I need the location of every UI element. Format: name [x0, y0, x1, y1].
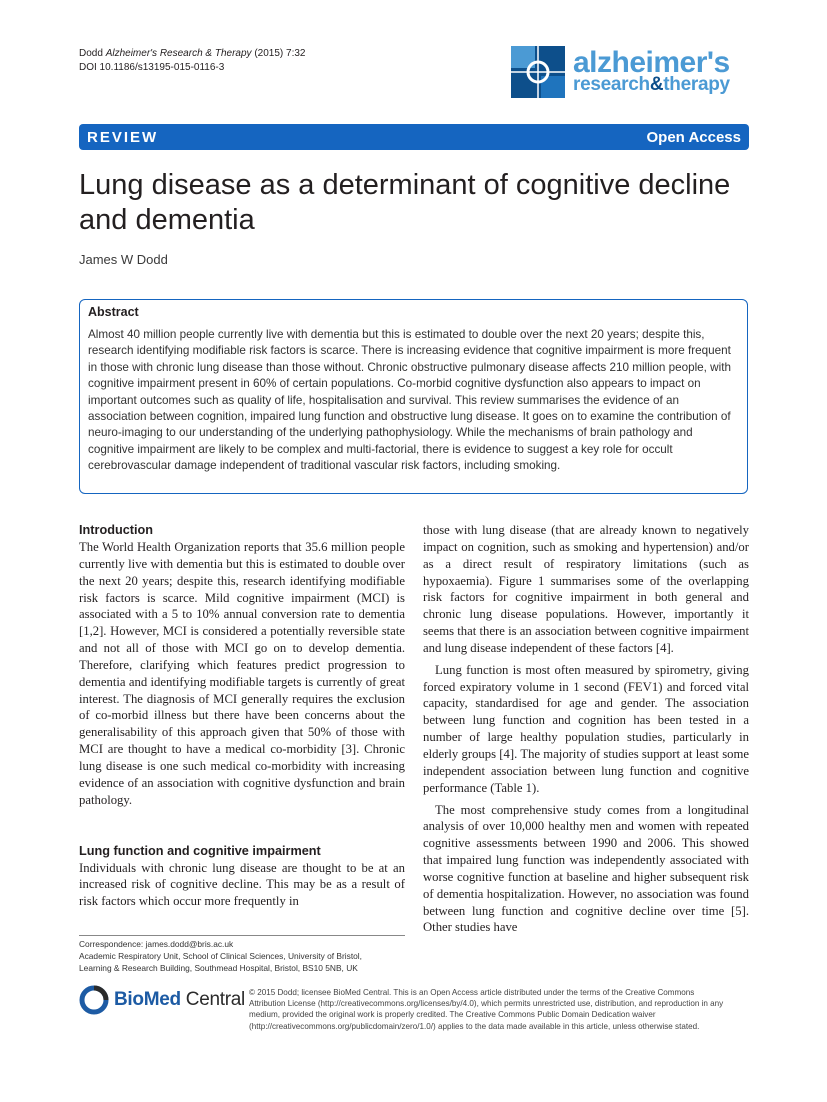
biomed-central-wordmark	[114, 989, 245, 1011]
body-column-left	[79, 522, 405, 910]
article-author: James W Dodd	[79, 252, 168, 267]
journal-logo-line-2	[573, 76, 751, 94]
affiliation-line-2: Learning & Research Building, Southmead Hospital, Bristol, BS10 5NB, UK	[79, 963, 358, 973]
open-access-label: Open Access	[646, 129, 741, 146]
journal-logo-line-1: alzheimer's	[573, 46, 730, 79]
journal-logo-text	[573, 48, 751, 94]
journal-logo-mark-icon	[511, 46, 565, 98]
citation-header	[79, 47, 305, 75]
article-type-label: REVIEW	[87, 129, 159, 146]
biomed-word: BioMed	[114, 989, 181, 1010]
longitudinal-study-paragraph: The most comprehensive study comes from a longitudinal analysis of over 10,000 healthy men and women with repeated cognitive assessments between 1990 and 2006. This showed that impaired lung function was independently associated with worse cognitive function at baseline and higher subsequent risk of dementia hospitalization. However, no association was found between lung function and cognitive decline over time [5]. Other studies have	[423, 802, 749, 935]
footnote-divider	[79, 935, 405, 936]
body-column-right	[423, 522, 749, 936]
license-statement: © 2015 Dodd; licensee BioMed Central. This is an Open Access article distributed under the terms of the Creative Commons Attribution License (http://creativecommons.org/licenses/by/4.0), which permits unrestricted use, distribution, and reproduction in any medium, provided the original work is properly credited. The Creative Commons Public Domain Dedication waiver (http://creativecommons.org/publicdomain/zero/1.0/) applies to the data made available in this article, unless otherwise stated.	[249, 988, 724, 1031]
abstract-box	[79, 299, 748, 494]
section-heading-introduction: Introduction	[79, 523, 153, 537]
citation-journal: Alzheimer's Research & Therapy	[105, 48, 252, 59]
lung-function-paragraph-continued: those with lung disease (that are already known to negatively impact on cognition, such as smoking and hypertension) and/or as a direct result of respiratory limitations (such as hypoxaemia). Figure 1 summarises some of the overlapping risk factors for cognitive impairment in both general and chronic lung disease populations. However, importantly it seems that there is an association between cognitive impairment and lung disease independent of these factors [4].	[423, 523, 749, 655]
biomed-central-logo[interactable]	[79, 985, 245, 1017]
citation-line-1	[79, 47, 305, 61]
lung-function-paragraph-start: Individuals with chronic lung disease are thought to be at an increased risk of cognitive decline. This may be as a result of risk factors which occur more frequently in	[79, 860, 405, 909]
article-title: Lung disease as a determinant of cognitive decline and dementia	[79, 169, 731, 236]
abstract-heading: Abstract	[88, 305, 139, 319]
article-type-banner	[79, 124, 749, 150]
introduction-paragraph: The World Health Organization reports that 35.6 million people currently live with dementia but this is estimated to double over the next 20 years; despite this, research identifying modifiable risk factors is scarce. Mild cognitive impairment (MCI) is associated with a 5 to 10% annual conversion rate to dementia [1,2]. However, MCI is considered a potentially reversible state and not all of those with MCI go on to develop dementia. Therefore, clarifying which features predict progression to dementia and identifying modifiable targets is currently of great interest. The diagnosis of MCI generally requires the exclusion of co-morbid illness but there have been concerns about the generalisability of this approach given that 50% of those with MCI are thought to have a medical co-morbidity [3]. Chronic lung disease is one such medical co-morbidity with increasing evidence of an association with cognitive dysfunction and brain pathology.	[79, 540, 405, 807]
citation-author: Dodd	[79, 48, 103, 59]
citation-doi[interactable]: DOI 10.1186/s13195-015-0116-3	[79, 62, 225, 73]
citation-volume: (2015) 7:32	[254, 48, 306, 59]
journal-logo[interactable]	[511, 46, 751, 100]
section-heading-lung-function: Lung function and cognitive impairment	[79, 843, 321, 858]
footnote	[79, 938, 419, 974]
abstract-text: Almost 40 million people currently live with dementia but this is estimated to double over the next 20 years; despite this, research identifying modifiable risk factors is scarce. There is increasing evidence that cognitive impairment is more frequent in those with chronic lung disease than those without. Chronic obstructive pulmonary disease affects 210 million people, with cognitive impairment present in 60% of certain populations. Co-morbid cognitive dysfunction also appears to impact on important outcomes such as quality of life, hospitalisation and survival. This review summarises the evidence of an association between cognition, impaired lung function and obstructive lung disease. It goes on to examine the contribution of neuro-imaging to our understanding of the underlying pathophysiology. While the mechanisms of brain pathology and cognitive impairment are likely to be complex and multi-factorial, there is evidence to suggest a key role for occult cerebrovascular damage independent of traditional vascular risk factors, including smoking.	[88, 328, 731, 473]
affiliation-line-1: Academic Respiratory Unit, School of Clinical Sciences, University of Bristol,	[79, 951, 362, 961]
journal-logo-ampersand: &	[649, 74, 664, 95]
central-word: Central	[185, 989, 245, 1010]
journal-logo-therapy: therapy	[663, 74, 730, 95]
correspondence-email[interactable]: Correspondence: james.dodd@bris.ac.uk	[79, 939, 234, 949]
spirometry-paragraph: Lung function is most often measured by spirometry, giving forced expiratory volume in 1 second (FEV1) and forced vital capacity, standardised for age and gender. The association between lung function and cognition has been tested in a number of large healthy population studies, particularly in elderly groups [4]. The majority of studies support at least some independent association between lung function and cognitive performance (Table 1).	[423, 662, 749, 795]
journal-logo-research: research	[573, 74, 650, 95]
biomed-central-ring-icon	[79, 985, 109, 1015]
